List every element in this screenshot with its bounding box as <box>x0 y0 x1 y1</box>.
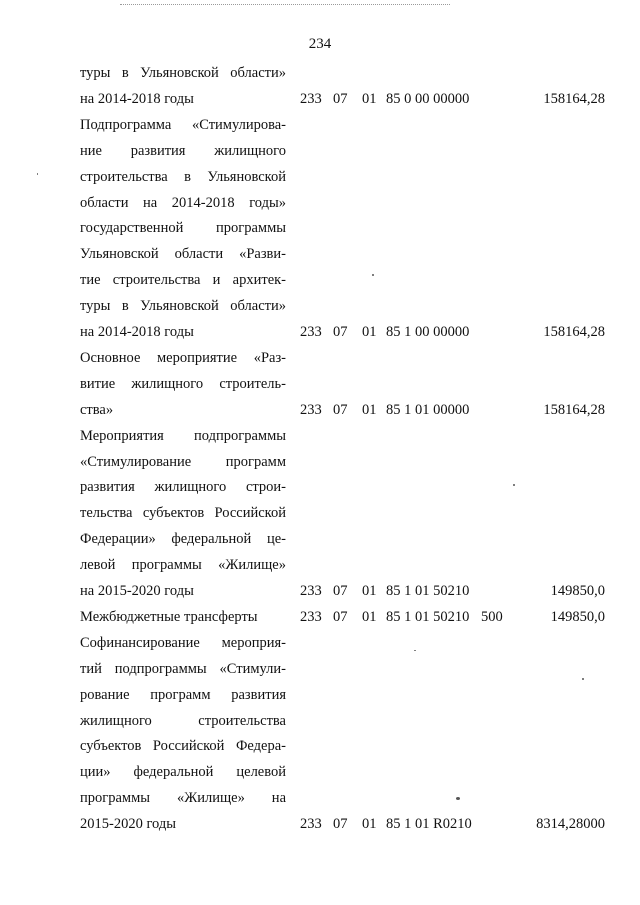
subsection-code: 01 <box>362 91 377 107</box>
row-description-line: области на 2014-2018 годы» <box>80 195 286 211</box>
document-line <box>0 64 640 88</box>
amount: 149850,0 <box>550 583 605 599</box>
scan-speck <box>372 274 374 276</box>
document-line <box>0 116 640 140</box>
row-description-line: тий подпрограммы «Стимули- <box>80 661 286 677</box>
document-line <box>0 401 640 425</box>
section-code: 07 <box>333 91 348 107</box>
section-code: 07 <box>333 609 348 625</box>
row-description-line: программы «Жилище» на <box>80 790 286 806</box>
row-description-line: «Стимулирование программ <box>80 454 286 470</box>
subsection-code: 01 <box>362 583 377 599</box>
target-article-code: 85 1 00 00000 <box>386 324 470 340</box>
ministry-code: 233 <box>300 91 322 107</box>
document-line <box>0 453 640 477</box>
subsection-code: 01 <box>362 324 377 340</box>
page-number: 234 <box>308 36 332 52</box>
row-description-line: тельства субъектов Российской <box>80 505 286 521</box>
scan-speck <box>456 797 460 800</box>
ministry-code: 233 <box>300 402 322 418</box>
row-description-line: субъектов Российской Федера- <box>80 738 286 754</box>
document-line <box>0 349 640 373</box>
scan-speck <box>414 650 416 651</box>
scan-speck <box>37 173 38 175</box>
document-line <box>0 194 640 218</box>
target-article-code: 85 1 01 R0210 <box>386 816 472 832</box>
row-description-line: государственной программы <box>80 220 286 236</box>
document-line <box>0 478 640 502</box>
row-description-line: на 2014-2018 годы <box>80 324 194 340</box>
document-line <box>0 504 640 528</box>
row-description-line: витие жилищного строитель- <box>80 376 286 392</box>
row-description-line: Основное мероприятие «Раз- <box>80 350 286 366</box>
target-article-code: 85 1 01 00000 <box>386 402 470 418</box>
row-description-line: туры в Ульяновской области» <box>80 298 286 314</box>
document-line <box>0 168 640 192</box>
section-code: 07 <box>333 583 348 599</box>
document-line <box>0 245 640 269</box>
document-line <box>0 660 640 684</box>
document-line <box>0 608 640 632</box>
row-description-line: рование программ развития <box>80 687 286 703</box>
row-description-line: ции» федеральной целевой <box>80 764 286 780</box>
document-line <box>0 737 640 761</box>
row-description-line: на 2014-2018 годы <box>80 91 194 107</box>
row-description-line: 2015-2020 годы <box>80 816 176 832</box>
document-line <box>0 219 640 243</box>
row-description-line: Мероприятия подпрограммы <box>80 428 286 444</box>
row-description-line: жилищного строительства <box>80 713 286 729</box>
document-line <box>0 763 640 787</box>
row-description-line: строительства в Ульяновской <box>80 169 286 185</box>
row-description-line: Межбюджетные трансферты <box>80 609 258 625</box>
document-line <box>0 789 640 813</box>
row-description-line: Федерации» федеральной це- <box>80 531 286 547</box>
row-description-line: тие строительства и архитек- <box>80 272 286 288</box>
document-line <box>0 556 640 580</box>
document-line <box>0 271 640 295</box>
ministry-code: 233 <box>300 324 322 340</box>
amount: 158164,28 <box>543 402 605 418</box>
target-article-code: 85 1 01 50210 <box>386 583 470 599</box>
document-line <box>0 142 640 166</box>
section-code: 07 <box>333 324 348 340</box>
subsection-code: 01 <box>362 609 377 625</box>
ministry-code: 233 <box>300 816 322 832</box>
amount: 149850,0 <box>550 609 605 625</box>
row-description-line: туры в Ульяновской области» <box>80 65 286 81</box>
amount: 158164,28 <box>543 324 605 340</box>
row-description-line: левой программы «Жилище» <box>80 557 286 573</box>
document-line <box>0 90 640 114</box>
row-description-line: Ульяновской области «Разви- <box>80 246 286 262</box>
scan-speck <box>582 678 584 680</box>
document-line <box>0 427 640 451</box>
document-line <box>0 634 640 658</box>
row-description-line: Подпрограмма «Стимулирова- <box>80 117 286 133</box>
row-description-line: ние развития жилищного <box>80 143 286 159</box>
scan-artifact-top <box>120 4 450 8</box>
subsection-code: 01 <box>362 402 377 418</box>
row-description-line: Софинансирование мероприя- <box>80 635 286 651</box>
section-code: 07 <box>333 402 348 418</box>
document-line <box>0 712 640 736</box>
row-description-line: развития жилищного строи- <box>80 479 286 495</box>
scan-speck <box>513 484 515 486</box>
ministry-code: 233 <box>300 583 322 599</box>
amount: 158164,28 <box>543 91 605 107</box>
row-description-line: на 2015-2020 годы <box>80 583 194 599</box>
document-line <box>0 375 640 399</box>
document-line <box>0 686 640 710</box>
document-line <box>0 815 640 839</box>
document-line <box>0 582 640 606</box>
subsection-code: 01 <box>362 816 377 832</box>
document-line <box>0 530 640 554</box>
ministry-code: 233 <box>300 609 322 625</box>
target-article-code: 85 0 00 00000 <box>386 91 470 107</box>
expense-type-code: 500 <box>481 609 503 625</box>
target-article-code: 85 1 01 50210 <box>386 609 470 625</box>
amount: 8314,28000 <box>536 816 605 832</box>
row-description-line: ства» <box>80 402 114 418</box>
document-line <box>0 297 640 321</box>
section-code: 07 <box>333 816 348 832</box>
document-line <box>0 323 640 347</box>
